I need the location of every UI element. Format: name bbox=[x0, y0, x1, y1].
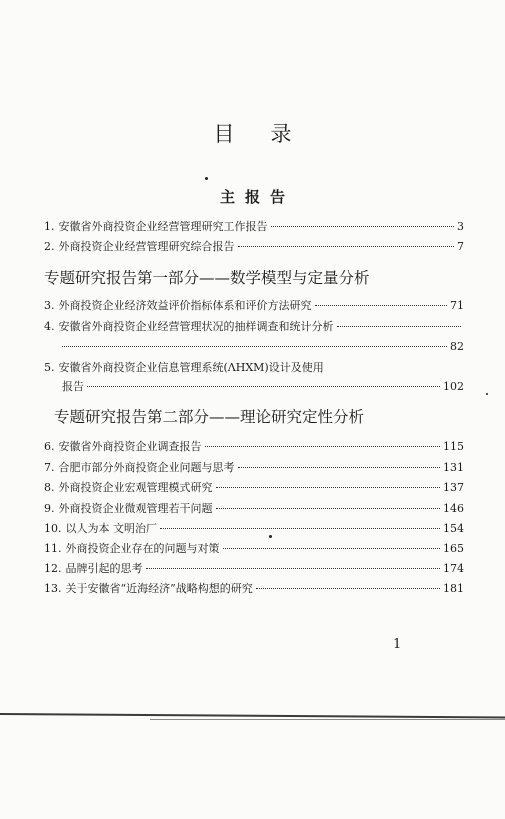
toc-entry[interactable] bbox=[44, 542, 464, 556]
entry-number: 5. bbox=[44, 361, 55, 374]
dot-leader bbox=[216, 508, 441, 509]
dot-leader bbox=[87, 386, 440, 387]
toc-entry[interactable] bbox=[44, 299, 464, 313]
entry-title: 安徽省外商投资企业经营管理研究工作报告 bbox=[58, 220, 268, 233]
entry-number: 2. bbox=[44, 240, 55, 253]
entry-page: 3 bbox=[457, 220, 464, 233]
toc-entry[interactable] bbox=[44, 320, 464, 334]
entry-title: 合肥市部分外商投资企业问题与思考 bbox=[58, 461, 235, 474]
entry-page: 174 bbox=[443, 562, 464, 575]
entry-page: 71 bbox=[450, 299, 464, 312]
main-report-heading: 主报告 bbox=[219, 188, 295, 206]
entry-number: 4. bbox=[44, 320, 55, 333]
toc-entry[interactable] bbox=[44, 562, 464, 576]
entry-title: 外商投资企业经营管理研究综合报告 bbox=[58, 240, 235, 253]
page-number: 1 bbox=[393, 637, 402, 652]
entry-title-continued: 报告 bbox=[62, 380, 84, 393]
dot-leader bbox=[238, 246, 455, 247]
entry-number: 8. bbox=[44, 481, 55, 494]
entry-page: 165 bbox=[443, 542, 464, 555]
entry-title: 外商投资企业宏观管理模式研究 bbox=[58, 481, 213, 494]
entry-title: 品牌引起的思考 bbox=[65, 562, 143, 575]
part2-heading: 专题研究报告第二部分——理论研究定性分析 bbox=[54, 408, 365, 426]
entry-number: 6. bbox=[44, 440, 55, 453]
dot-leader bbox=[271, 226, 455, 227]
toc-entry[interactable] bbox=[44, 582, 464, 596]
entry-page: 154 bbox=[443, 522, 464, 535]
scan-speck bbox=[269, 535, 272, 538]
scan-edge-line bbox=[0, 713, 505, 719]
scan-speck bbox=[205, 177, 208, 180]
dot-leader bbox=[160, 528, 440, 529]
entry-title: 外商投资企业微观管理若干问题 bbox=[58, 502, 213, 515]
entry-number: 1. bbox=[44, 220, 55, 233]
entry-title: 安徽省外商投资企业信息管理系统(ΛHXM)设计及使用 bbox=[58, 361, 324, 374]
toc-entry-continuation[interactable] bbox=[44, 340, 464, 354]
dot-leader bbox=[146, 568, 441, 569]
dot-leader bbox=[223, 548, 441, 549]
entry-page: 7 bbox=[457, 240, 464, 253]
entry-title: 安徽省外商投资企业调查报告 bbox=[58, 440, 202, 453]
dot-leader bbox=[337, 326, 462, 327]
entry-page: 146 bbox=[443, 502, 464, 515]
entry-page: 82 bbox=[450, 340, 464, 353]
entry-page: 115 bbox=[443, 440, 464, 453]
toc-entry[interactable] bbox=[44, 220, 464, 234]
toc-entry[interactable] bbox=[44, 361, 464, 375]
toc-entry[interactable] bbox=[44, 481, 464, 495]
entry-number: 7. bbox=[44, 461, 55, 474]
dot-leader bbox=[205, 446, 441, 447]
entry-title: 安徽省外商投资企业经营管理状况的抽样调查和统计分析 bbox=[58, 320, 334, 333]
toc-entry[interactable] bbox=[44, 461, 464, 475]
dot-leader bbox=[216, 487, 441, 488]
entry-number: 11. bbox=[44, 542, 62, 555]
dot-leader bbox=[315, 305, 448, 306]
entry-title: 外商投资企业存在的问题与对策 bbox=[65, 542, 220, 555]
entry-page: 131 bbox=[443, 461, 464, 474]
scan-edge-line bbox=[150, 719, 505, 720]
entry-page: 137 bbox=[443, 481, 464, 494]
entry-page: 181 bbox=[443, 582, 464, 595]
entry-title: 关于安徽省“近海经济”战略构想的研究 bbox=[65, 582, 253, 595]
entry-number: 3. bbox=[44, 299, 55, 312]
part1-heading: 专题研究报告第一部分——数学模型与定量分析 bbox=[44, 269, 370, 287]
toc-entry[interactable] bbox=[44, 522, 464, 536]
entry-number: 9. bbox=[44, 502, 55, 515]
dot-leader bbox=[62, 346, 447, 347]
entry-title: 以人为本 文明治厂 bbox=[65, 522, 157, 535]
entry-title: 外商投资企业经济效益评价指标体系和评价方法研究 bbox=[58, 299, 312, 312]
toc-entry[interactable] bbox=[44, 440, 464, 454]
dot-leader bbox=[256, 588, 440, 589]
toc-entry-continuation[interactable] bbox=[44, 380, 464, 394]
entry-page: 102 bbox=[443, 380, 464, 393]
toc-entry[interactable] bbox=[44, 502, 464, 516]
dot-leader bbox=[238, 467, 441, 468]
entry-number: 12. bbox=[44, 562, 62, 575]
scan-speck bbox=[486, 393, 488, 395]
entry-number: 13. bbox=[44, 582, 62, 595]
page-title: 目录 bbox=[213, 122, 328, 146]
entry-number: 10. bbox=[44, 522, 62, 535]
toc-entry[interactable] bbox=[44, 240, 464, 254]
